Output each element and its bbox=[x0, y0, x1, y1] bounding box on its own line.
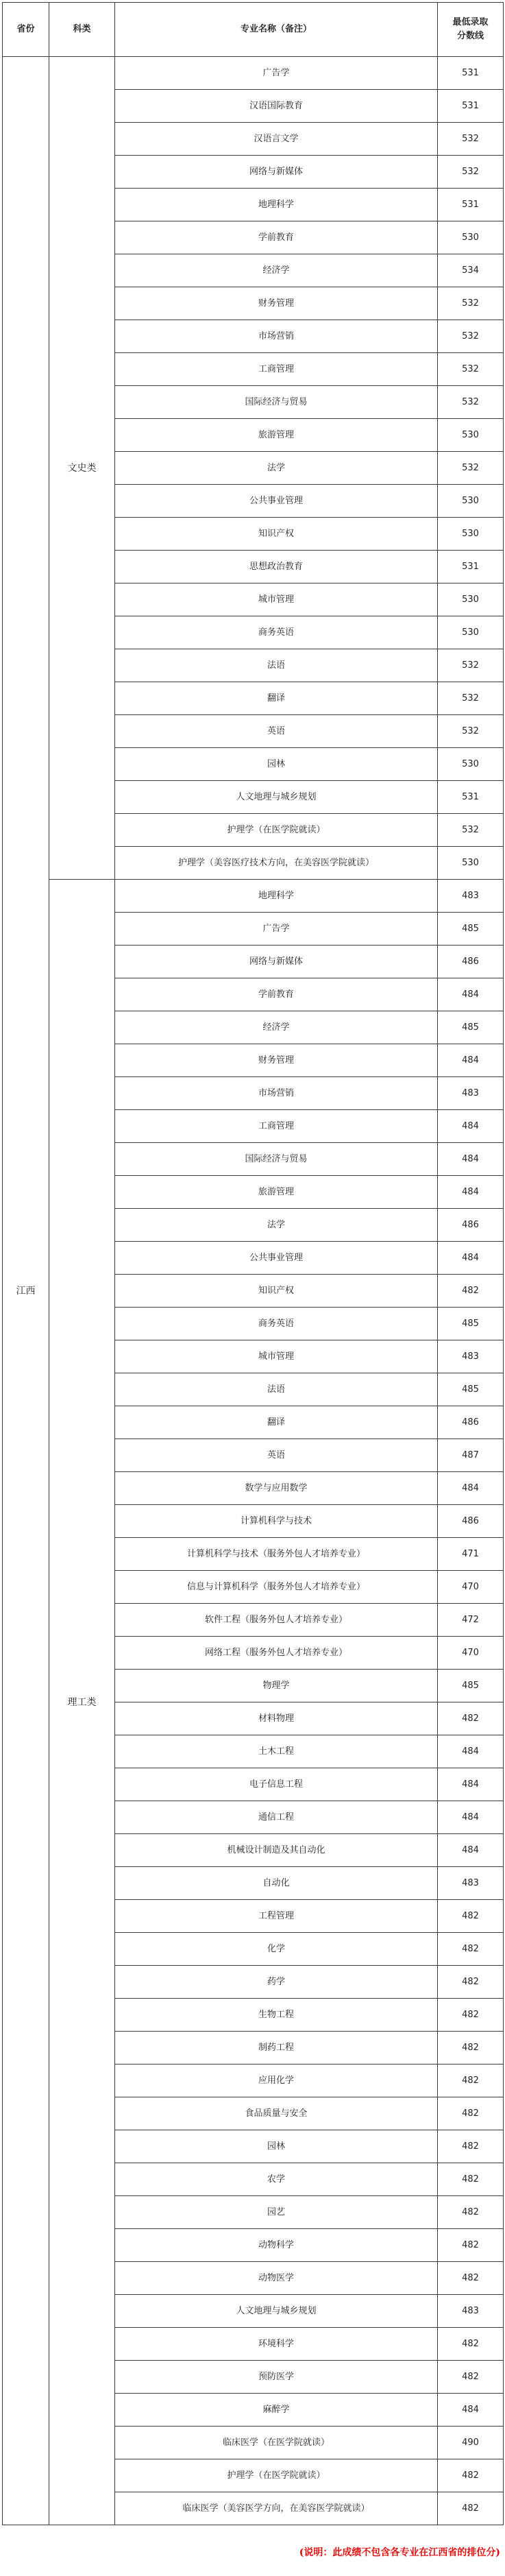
score-cell: 482 bbox=[438, 2328, 504, 2361]
major-cell: 化学 bbox=[115, 1933, 438, 1966]
major-cell: 广告学 bbox=[115, 57, 438, 90]
score-cell: 482 bbox=[438, 2361, 504, 2394]
header-min-score-line1: 最低录取 bbox=[452, 17, 489, 27]
major-cell: 材料物理 bbox=[115, 1702, 438, 1735]
score-cell: 482 bbox=[438, 2130, 504, 2163]
score-cell: 485 bbox=[438, 1373, 504, 1406]
score-cell: 530 bbox=[438, 748, 504, 781]
major-cell: 汉语国际教育 bbox=[115, 90, 438, 123]
score-cell: 490 bbox=[438, 2427, 504, 2459]
major-cell: 广告学 bbox=[115, 913, 438, 946]
score-cell: 482 bbox=[438, 2163, 504, 2196]
major-cell: 自动化 bbox=[115, 1867, 438, 1900]
score-cell: 485 bbox=[438, 913, 504, 946]
score-cell: 531 bbox=[438, 189, 504, 221]
score-cell: 482 bbox=[438, 1702, 504, 1735]
score-cell: 485 bbox=[438, 1670, 504, 1702]
major-cell: 市场营销 bbox=[115, 1077, 438, 1110]
major-cell: 数学与应用数学 bbox=[115, 1472, 438, 1505]
table-row bbox=[3, 880, 504, 913]
score-cell: 482 bbox=[438, 2196, 504, 2229]
major-cell: 信息与计算机科学（服务外包人才培养专业） bbox=[115, 1571, 438, 1604]
score-cell: 531 bbox=[438, 57, 504, 90]
score-cell: 487 bbox=[438, 1439, 504, 1472]
major-cell: 国际经济与贸易 bbox=[115, 386, 438, 419]
major-cell: 机械设计制造及其自动化 bbox=[115, 1834, 438, 1867]
major-cell: 护理学（在医学院就读） bbox=[115, 814, 438, 847]
major-cell: 工商管理 bbox=[115, 353, 438, 386]
major-cell: 旅游管理 bbox=[115, 1176, 438, 1209]
score-cell: 532 bbox=[438, 649, 504, 682]
score-cell: 484 bbox=[438, 1110, 504, 1143]
major-cell: 物理学 bbox=[115, 1670, 438, 1702]
admission-score-table bbox=[2, 2, 504, 2525]
score-cell: 530 bbox=[438, 419, 504, 452]
score-cell: 482 bbox=[438, 2459, 504, 2492]
major-cell: 商务英语 bbox=[115, 1308, 438, 1340]
score-cell: 530 bbox=[438, 485, 504, 518]
score-cell: 483 bbox=[438, 1340, 504, 1373]
major-cell: 网络与新媒体 bbox=[115, 156, 438, 189]
score-cell: 484 bbox=[438, 1801, 504, 1834]
major-cell: 工程管理 bbox=[115, 1900, 438, 1933]
major-cell: 地理科学 bbox=[115, 189, 438, 221]
major-cell: 城市管理 bbox=[115, 1340, 438, 1373]
score-cell: 531 bbox=[438, 551, 504, 583]
major-cell: 药学 bbox=[115, 1966, 438, 1999]
major-cell: 电子信息工程 bbox=[115, 1768, 438, 1801]
score-cell: 532 bbox=[438, 123, 504, 156]
score-cell: 532 bbox=[438, 452, 504, 485]
major-cell: 财务管理 bbox=[115, 1044, 438, 1077]
major-cell: 土木工程 bbox=[115, 1735, 438, 1768]
score-cell: 530 bbox=[438, 221, 504, 254]
score-cell: 486 bbox=[438, 946, 504, 978]
score-cell: 531 bbox=[438, 90, 504, 123]
major-cell: 软件工程（服务外包人才培养专业） bbox=[115, 1604, 438, 1637]
province-cell: 江西 bbox=[3, 57, 49, 2525]
major-cell: 法语 bbox=[115, 649, 438, 682]
score-cell: 486 bbox=[438, 1406, 504, 1439]
major-cell: 网络与新媒体 bbox=[115, 946, 438, 978]
major-cell: 园林 bbox=[115, 748, 438, 781]
score-cell: 482 bbox=[438, 2229, 504, 2262]
score-cell: 482 bbox=[438, 2262, 504, 2295]
score-cell: 531 bbox=[438, 781, 504, 814]
score-cell: 530 bbox=[438, 583, 504, 616]
major-cell: 旅游管理 bbox=[115, 419, 438, 452]
major-cell: 食品质量与安全 bbox=[115, 2097, 438, 2130]
score-cell: 484 bbox=[438, 978, 504, 1011]
major-cell: 翻译 bbox=[115, 1406, 438, 1439]
header-row bbox=[3, 3, 504, 57]
major-cell: 应用化学 bbox=[115, 2065, 438, 2097]
major-cell: 市场营销 bbox=[115, 320, 438, 353]
category-cell: 文史类 bbox=[49, 57, 115, 880]
major-cell: 临床医学（美容医学方向，在美容医学院就读） bbox=[115, 2492, 438, 2525]
major-cell: 农学 bbox=[115, 2163, 438, 2196]
score-cell: 482 bbox=[438, 2492, 504, 2525]
score-cell: 482 bbox=[438, 1900, 504, 1933]
major-cell: 生物工程 bbox=[115, 1999, 438, 2032]
score-cell: 484 bbox=[438, 1472, 504, 1505]
major-cell: 麻醉学 bbox=[115, 2394, 438, 2427]
score-cell: 483 bbox=[438, 1867, 504, 1900]
major-cell: 人文地理与城乡规划 bbox=[115, 2295, 438, 2328]
major-cell: 公共事业管理 bbox=[115, 1242, 438, 1275]
major-cell: 地理科学 bbox=[115, 880, 438, 913]
major-cell: 城市管理 bbox=[115, 583, 438, 616]
major-cell: 学前教育 bbox=[115, 221, 438, 254]
major-cell: 法语 bbox=[115, 1373, 438, 1406]
score-cell: 530 bbox=[438, 518, 504, 551]
major-cell: 制药工程 bbox=[115, 2032, 438, 2065]
major-cell: 工商管理 bbox=[115, 1110, 438, 1143]
major-cell: 动物科学 bbox=[115, 2229, 438, 2262]
major-cell: 商务英语 bbox=[115, 616, 438, 649]
major-cell: 计算机科学与技术（服务外包人才培养专业） bbox=[115, 1538, 438, 1571]
footnote: (说明：此成绩不包含各专业在江西省的排位分) bbox=[299, 2547, 500, 2558]
score-cell: 482 bbox=[438, 1275, 504, 1308]
score-cell: 484 bbox=[438, 1176, 504, 1209]
score-cell: 484 bbox=[438, 2394, 504, 2427]
category-cell: 理工类 bbox=[49, 880, 115, 2525]
score-cell: 486 bbox=[438, 1209, 504, 1242]
major-cell: 法学 bbox=[115, 1209, 438, 1242]
score-cell: 484 bbox=[438, 1044, 504, 1077]
score-cell: 471 bbox=[438, 1538, 504, 1571]
score-cell: 472 bbox=[438, 1604, 504, 1637]
table-header bbox=[3, 3, 504, 57]
major-cell: 英语 bbox=[115, 715, 438, 748]
header-min-score-line2: 分数线 bbox=[456, 31, 484, 41]
header-min-score bbox=[438, 3, 504, 57]
score-cell: 482 bbox=[438, 2097, 504, 2130]
major-cell: 人文地理与城乡规划 bbox=[115, 781, 438, 814]
major-cell: 知识产权 bbox=[115, 518, 438, 551]
score-cell: 530 bbox=[438, 616, 504, 649]
major-cell: 环境科学 bbox=[115, 2328, 438, 2361]
score-cell: 532 bbox=[438, 156, 504, 189]
score-cell: 485 bbox=[438, 1308, 504, 1340]
score-cell: 534 bbox=[438, 254, 504, 287]
score-cell: 530 bbox=[438, 847, 504, 880]
score-cell: 470 bbox=[438, 1571, 504, 1604]
major-cell: 通信工程 bbox=[115, 1801, 438, 1834]
major-cell: 动物医学 bbox=[115, 2262, 438, 2295]
score-cell: 485 bbox=[438, 1011, 504, 1044]
table-body bbox=[3, 57, 504, 2525]
major-cell: 园林 bbox=[115, 2130, 438, 2163]
major-cell: 临床医学（在医学院就读） bbox=[115, 2427, 438, 2459]
score-cell: 470 bbox=[438, 1637, 504, 1670]
score-cell: 532 bbox=[438, 353, 504, 386]
score-cell: 484 bbox=[438, 1834, 504, 1867]
header-province: 省份 bbox=[3, 3, 49, 57]
score-cell: 486 bbox=[438, 1505, 504, 1538]
header-category: 科类 bbox=[49, 3, 115, 57]
score-cell: 532 bbox=[438, 287, 504, 320]
score-cell: 483 bbox=[438, 1077, 504, 1110]
major-cell: 经济学 bbox=[115, 1011, 438, 1044]
score-cell: 484 bbox=[438, 1143, 504, 1176]
major-cell: 公共事业管理 bbox=[115, 485, 438, 518]
score-cell: 484 bbox=[438, 1242, 504, 1275]
score-cell: 532 bbox=[438, 814, 504, 847]
score-cell: 484 bbox=[438, 1735, 504, 1768]
major-cell: 学前教育 bbox=[115, 978, 438, 1011]
score-cell: 483 bbox=[438, 880, 504, 913]
score-cell: 482 bbox=[438, 1999, 504, 2032]
major-cell: 知识产权 bbox=[115, 1275, 438, 1308]
score-cell: 482 bbox=[438, 1966, 504, 1999]
major-cell: 国际经济与贸易 bbox=[115, 1143, 438, 1176]
table-row bbox=[3, 57, 504, 90]
major-cell: 预防医学 bbox=[115, 2361, 438, 2394]
major-cell: 财务管理 bbox=[115, 287, 438, 320]
major-cell: 翻译 bbox=[115, 682, 438, 715]
major-cell: 护理学（美容医疗技术方向，在美容医学院就读） bbox=[115, 847, 438, 880]
major-cell: 英语 bbox=[115, 1439, 438, 1472]
major-cell: 护理学（在医学院就读） bbox=[115, 2459, 438, 2492]
score-cell: 482 bbox=[438, 2032, 504, 2065]
score-cell: 532 bbox=[438, 715, 504, 748]
major-cell: 思想政治教育 bbox=[115, 551, 438, 583]
score-cell: 484 bbox=[438, 1768, 504, 1801]
score-cell: 482 bbox=[438, 1933, 504, 1966]
score-cell: 532 bbox=[438, 386, 504, 419]
major-cell: 法学 bbox=[115, 452, 438, 485]
major-cell: 园艺 bbox=[115, 2196, 438, 2229]
major-cell: 计算机科学与技术 bbox=[115, 1505, 438, 1538]
score-cell: 532 bbox=[438, 682, 504, 715]
score-cell: 482 bbox=[438, 2065, 504, 2097]
major-cell: 网络工程（服务外包人才培养专业） bbox=[115, 1637, 438, 1670]
score-cell: 483 bbox=[438, 2295, 504, 2328]
score-cell: 532 bbox=[438, 320, 504, 353]
major-cell: 汉语言文学 bbox=[115, 123, 438, 156]
major-cell: 经济学 bbox=[115, 254, 438, 287]
header-major: 专业名称（备注） bbox=[115, 3, 438, 57]
